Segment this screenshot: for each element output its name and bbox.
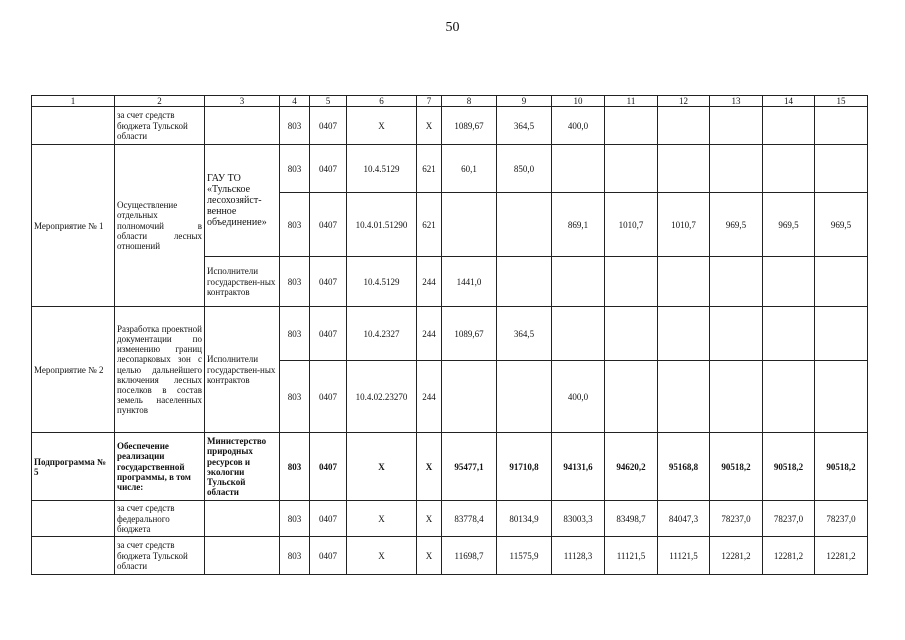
table-cell [497,257,552,307]
table-cell: 12281,2 [815,537,868,575]
table-cell: 803 [280,537,310,575]
table-cell: 1089,67 [442,307,497,361]
table-cell [763,145,815,193]
table-cell: 95477,1 [442,433,497,501]
table-cell: 1010,7 [658,193,710,257]
table-cell: 10.4.5129 [347,257,417,307]
table-cell: 803 [280,257,310,307]
table-cell [605,145,658,193]
table-cell [32,537,115,575]
table-cell: 90518,2 [763,433,815,501]
table-cell: Мероприятие № 2 [32,307,115,433]
table-cell: Разработка проектной документации по изменению границ лесопарковых зон с целью дальнейшего включения лесных поселков в состав земель населенных пунктов [115,307,205,433]
table-cell: 969,5 [763,193,815,257]
table-cell [763,257,815,307]
table-cell: ГАУ ТО «Тульское лесохозяйст-венное объединение» [205,145,280,257]
table-cell: 969,5 [815,193,868,257]
table-cell [497,361,552,433]
table-cell: Осуществление отдельных полномочий в области лесных отношений [115,145,205,307]
table-cell [552,307,605,361]
table-cell: 11575,9 [497,537,552,575]
table-cell: 90518,2 [710,433,763,501]
table-cell: 11128,3 [552,537,605,575]
budget-table [31,95,868,575]
table-cell: 84047,3 [658,501,710,537]
table-row [32,145,868,193]
column-number-cell: 13 [710,96,763,107]
table-cell: X [417,433,442,501]
table-body [32,96,868,575]
table-cell: 364,5 [497,307,552,361]
table-cell: X [417,537,442,575]
table-cell: 0407 [310,193,347,257]
table-row [32,107,868,145]
table-cell [815,145,868,193]
table-cell: X [417,501,442,537]
table-cell [497,193,552,257]
table-cell: 803 [280,433,310,501]
table-cell: 803 [280,307,310,361]
table-cell: 1441,0 [442,257,497,307]
table-cell: за счет средств бюджета Тульской области [115,107,205,145]
table-cell: 78237,0 [763,501,815,537]
table-cell: 78237,0 [710,501,763,537]
table-cell [605,257,658,307]
table-cell: 0407 [310,501,347,537]
table-cell: 95168,8 [658,433,710,501]
table-cell: 12281,2 [763,537,815,575]
table-cell: 83778,4 [442,501,497,537]
table-cell: 91710,8 [497,433,552,501]
table-row [32,433,868,501]
table-cell: 10.4.5129 [347,145,417,193]
column-number-cell: 14 [763,96,815,107]
table-cell: 1089,67 [442,107,497,145]
table-cell: 0407 [310,145,347,193]
table-cell: Подпрограмма № 5 [32,433,115,501]
table-cell: 400,0 [552,361,605,433]
table-cell [605,307,658,361]
table-cell [710,257,763,307]
table-cell: X [347,433,417,501]
table-cell: X [347,537,417,575]
table-row [32,537,868,575]
table-cell [605,107,658,145]
table-cell: X [347,501,417,537]
table-cell: 10.4.02.23270 [347,361,417,433]
column-number-cell: 12 [658,96,710,107]
table-cell: Мероприятие № 1 [32,145,115,307]
table-cell: 803 [280,145,310,193]
table-cell [710,145,763,193]
table-cell [815,361,868,433]
table-cell [205,537,280,575]
table-cell: 621 [417,193,442,257]
table-cell: за счет средств бюджета Тульской области [115,537,205,575]
table-cell: 83003,3 [552,501,605,537]
table-cell [763,107,815,145]
column-number-cell: 9 [497,96,552,107]
table-cell: 80134,9 [497,501,552,537]
table-cell: Исполнители государствен-ных контрактов [205,257,280,307]
table-cell: 78237,0 [815,501,868,537]
column-number-row [32,96,868,107]
table-cell [205,107,280,145]
column-number-cell: 5 [310,96,347,107]
column-number-cell: 1 [32,96,115,107]
column-number-cell: 4 [280,96,310,107]
table-row [32,307,868,361]
table-cell [815,307,868,361]
table-cell: X [417,107,442,145]
table-cell [605,361,658,433]
table-cell: 803 [280,501,310,537]
table-cell: 11698,7 [442,537,497,575]
table-cell: 244 [417,361,442,433]
table-cell: 94131,6 [552,433,605,501]
column-number-cell: 10 [552,96,605,107]
table-cell [442,193,497,257]
table-cell: 803 [280,193,310,257]
table-cell [763,307,815,361]
table-cell [32,107,115,145]
table-cell: 244 [417,307,442,361]
table-cell: 850,0 [497,145,552,193]
column-number-cell: 8 [442,96,497,107]
table-cell: 244 [417,257,442,307]
table-cell [815,257,868,307]
table-cell: 869,1 [552,193,605,257]
table-cell [205,501,280,537]
table-cell: 11121,5 [658,537,710,575]
table-cell [658,361,710,433]
page-number: 50 [445,20,460,35]
table-cell: 94620,2 [605,433,658,501]
table-cell: 0407 [310,537,347,575]
table-cell [763,361,815,433]
table-cell [552,257,605,307]
table-cell: за счет средств федерального бюджета [115,501,205,537]
table-cell: 1010,7 [605,193,658,257]
table-cell: 0407 [310,361,347,433]
table-cell: 0407 [310,257,347,307]
column-number-cell: 2 [115,96,205,107]
table-cell [658,107,710,145]
table-cell: 969,5 [710,193,763,257]
table-cell: X [347,107,417,145]
table-cell [710,307,763,361]
column-number-cell: 15 [815,96,868,107]
table-cell: 364,5 [497,107,552,145]
table-cell [658,257,710,307]
table-cell: 12281,2 [710,537,763,575]
table-cell: 0407 [310,107,347,145]
table-cell: 11121,5 [605,537,658,575]
table-cell: 90518,2 [815,433,868,501]
table-cell: Исполнители государствен-ных контрактов [205,307,280,433]
table-cell: 803 [280,361,310,433]
table-cell: 83498,7 [605,501,658,537]
table-cell: 621 [417,145,442,193]
table-cell [32,501,115,537]
table-cell: 60,1 [442,145,497,193]
table-cell [710,107,763,145]
table-cell: Министерство природных ресурсов и экологии Тульской области [205,433,280,501]
table-row [32,501,868,537]
column-number-cell: 7 [417,96,442,107]
column-number-cell: 3 [205,96,280,107]
column-number-cell: 11 [605,96,658,107]
table-cell [710,361,763,433]
table-cell: 0407 [310,307,347,361]
table-cell: 400,0 [552,107,605,145]
table-cell: 0407 [310,433,347,501]
table-cell: 10.4.2327 [347,307,417,361]
table-cell: Обеспечение реализации государственной программы, в том числе: [115,433,205,501]
table-cell [442,361,497,433]
table-cell [658,307,710,361]
table-cell [815,107,868,145]
table-cell: 803 [280,107,310,145]
column-number-cell: 6 [347,96,417,107]
table-cell [552,145,605,193]
table-cell: 10.4.01.51290 [347,193,417,257]
table-cell [658,145,710,193]
